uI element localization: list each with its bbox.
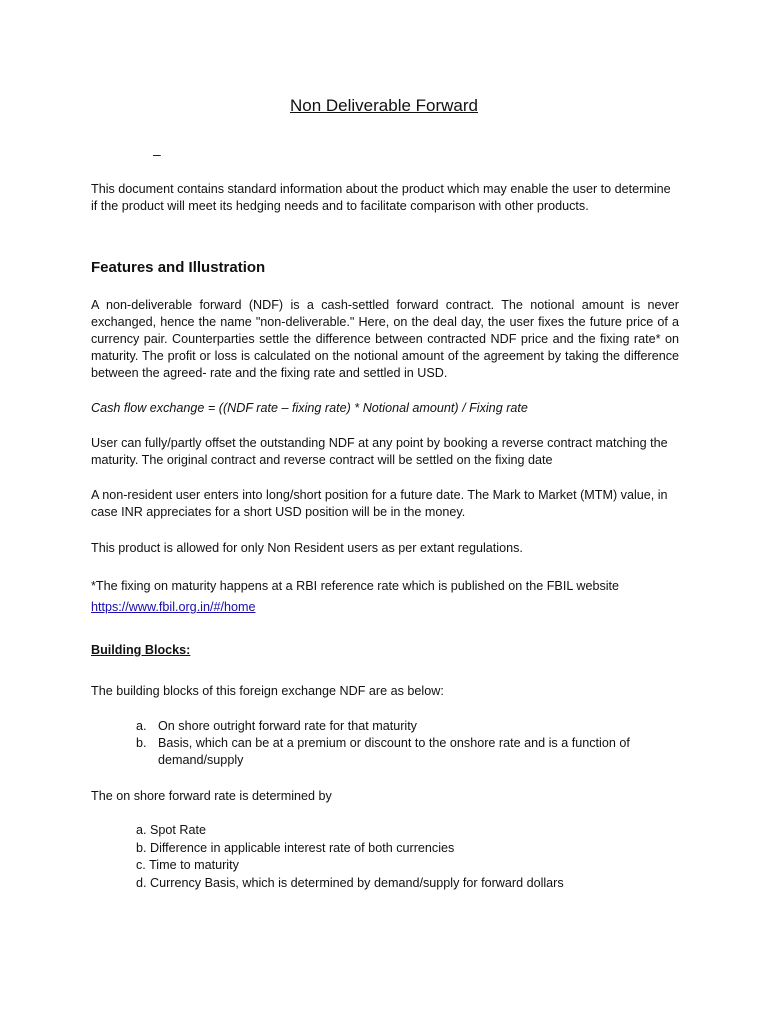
offset-paragraph: User can fully/partly offset the outstanding NDF at any point by booking a reverse contract matching the maturity. The original contract and reverse contract will be settled on the fixing date xyxy=(91,436,668,467)
fbil-website-link[interactable]: https://www.fbil.org.in/#/home xyxy=(91,600,256,614)
building-blocks-heading: Building Blocks: xyxy=(91,643,191,657)
list-item-text: Basis, which can be at a premium or discount to the onshore rate and is a function of demand/supply xyxy=(158,736,630,767)
building-blocks-list xyxy=(136,718,636,769)
page-title: Non Deliverable Forward xyxy=(289,96,479,115)
list-item: a. Spot Rate xyxy=(136,823,207,837)
list-marker: b. xyxy=(136,736,147,750)
dash-mark: – xyxy=(153,146,161,162)
intro-paragraph: This document contains standard information about the product which may enable the user to determine if the product will meet its hedging needs and to facilitate comparison with other products. xyxy=(91,182,671,213)
list-item-text: On shore outright forward rate for that maturity xyxy=(158,719,417,733)
ndf-description-paragraph: A non-deliverable forward (NDF) is a cash-settled forward contract. The notional amount is never exchanged, hence the name "non-deliverable." Here, on the deal day, the user fixes the future price of a currency pair. Counterparties settle the difference between contracted NDF price and the fixing rate* on maturity. The profit or loss is calculated on the notional amount of the agreement by taking the difference between the agreed- rate and the fixing rate and settled in USD. xyxy=(91,298,679,380)
list-item xyxy=(136,718,636,735)
onshore-factors-list xyxy=(136,822,636,892)
list-item: b. Difference in applicable interest rate of both currencies xyxy=(136,840,455,855)
cash-flow-formula: Cash flow exchange = ((NDF rate – fixing rate) * Notional amount) / Fixing rate xyxy=(91,401,528,415)
list-item: c. Time to maturity xyxy=(136,858,239,872)
eligibility-paragraph: This product is allowed for only Non Resident users as per extant regulations. xyxy=(91,541,523,555)
list-marker: a. xyxy=(136,719,147,733)
list-item: d. Currency Basis, which is determined by demand/supply for forward dollars xyxy=(136,875,564,890)
onshore-rate-intro: The on shore forward rate is determined by xyxy=(91,789,332,803)
mtm-paragraph: A non-resident user enters into long/short position for a future date. The Mark to Market (MTM) value, in case INR appreciates for a short USD position will be in the money. xyxy=(91,488,668,519)
building-blocks-intro: The building blocks of this foreign exchange NDF are as below: xyxy=(91,684,444,698)
features-heading: Features and Illustration xyxy=(91,259,266,276)
list-item xyxy=(136,735,636,769)
fixing-footnote: *The fixing on maturity happens at a RBI reference rate which is published on the FBIL website xyxy=(91,579,620,593)
